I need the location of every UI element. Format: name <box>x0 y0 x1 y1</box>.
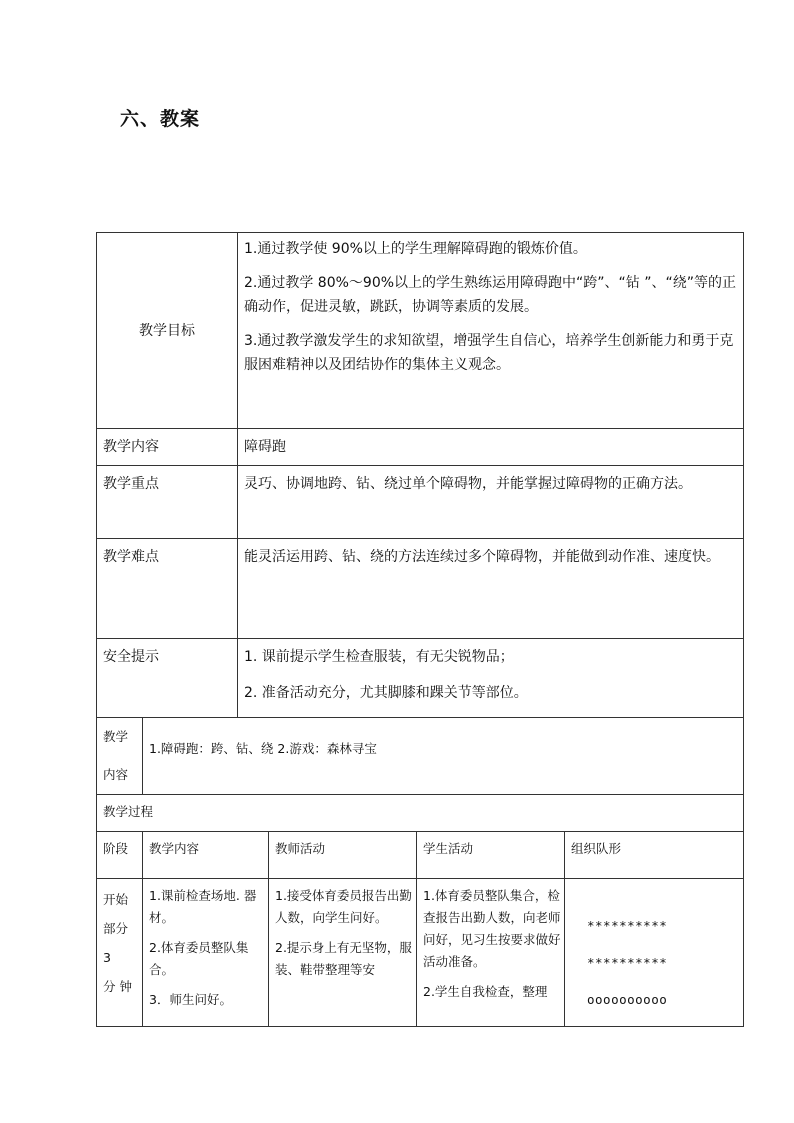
teacher-item: 2.提示身上有无坚物，服装、鞋带整理等安 <box>275 940 412 977</box>
teach-content-label: 教学 内容 <box>97 718 143 795</box>
process-title: 教学过程 <box>97 795 744 832</box>
key-points-label: 教学重点 <box>97 466 238 539</box>
difficult-points-value: 能灵活运用跨、钻、绕的方法连续过多个障碍物，并能做到动作准、速度快。 <box>238 539 744 639</box>
content-row <box>97 429 744 466</box>
key-points-value: 灵巧、协调地跨、钻、绕过单个障碍物，并能掌握过障碍物的正确方法。 <box>238 466 744 539</box>
objective-item: 3.通过教学激发学生的求知欲望，增强学生自信心，培养学生创新能力和勇于克服困难精神以及团结协作的集体主义观念。 <box>244 333 734 373</box>
content-label: 教学内容 <box>97 429 238 466</box>
teach-content-value: 1.障碍跑：跨、钻、绕 2.游戏：森林寻宝 <box>143 718 744 795</box>
safety-cell <box>238 639 744 718</box>
content-item: 3．师生问好。 <box>149 992 232 1007</box>
objective-item: 2.通过教学 80%～90%以上的学生熟练运用障碍跑中“跨”、“钻 ”、“绕”等的正确动作，促进灵敏，跳跃，协调等素质的发展。 <box>244 275 737 315</box>
objective-item: 1.通过教学使 90%以上的学生理解障碍跑的锻炼价值。 <box>244 241 587 257</box>
column-header: 教师活动 <box>269 832 417 879</box>
objectives-row <box>97 233 744 429</box>
stage-content-cell <box>143 879 269 1027</box>
difficult-points-row <box>97 539 744 639</box>
goals-table <box>96 232 744 718</box>
start-stage-row <box>97 879 744 1027</box>
stage-cell: 开始 部分 3 分 钟 <box>97 879 143 1027</box>
column-header: 学生活动 <box>417 832 565 879</box>
formation-row: ********** <box>587 918 668 933</box>
safety-item: 1. 课前提示学生检查服装，有无尖锐物品； <box>244 649 514 665</box>
column-header-row <box>97 832 744 879</box>
column-header: 教学内容 <box>143 832 269 879</box>
process-title-row <box>97 795 744 832</box>
safety-row <box>97 639 744 718</box>
formation-row: ********** <box>587 955 668 970</box>
content-item: 1.课前检查场地. 器材。 <box>149 888 257 925</box>
objectives-cell <box>238 233 744 429</box>
content-item: 2.体育委员整队集合。 <box>149 940 249 977</box>
safety-item: 2. 准备活动充分，尤其脚膝和踝关节等部位。 <box>244 685 528 701</box>
column-header: 组织队形 <box>565 832 744 879</box>
teacher-item: 1.接受体育委员报告出勤人数，向学生问好。 <box>275 888 412 925</box>
safety-label: 安全提示 <box>97 639 238 718</box>
content-value: 障碍跑 <box>238 429 744 466</box>
objectives-label: 教学目标 <box>97 233 238 429</box>
column-header: 阶段 <box>97 832 143 879</box>
page-title: 六、教案 <box>120 108 201 130</box>
teach-content-row <box>97 718 744 795</box>
difficult-points-label: 教学难点 <box>97 539 238 639</box>
student-activity-cell <box>417 879 565 1027</box>
formation-cell <box>565 879 744 1027</box>
process-table <box>96 717 744 1027</box>
teacher-activity-cell <box>269 879 417 1027</box>
student-item: 2.学生自我检查，整理 <box>423 984 548 999</box>
student-item: 1.体育委员整队集合，检查报告出勤人数，向老师问好，见习生按要求做好活动准备。 <box>423 888 561 969</box>
key-points-row <box>97 466 744 539</box>
formation-row: oooooooooo <box>587 992 668 1007</box>
